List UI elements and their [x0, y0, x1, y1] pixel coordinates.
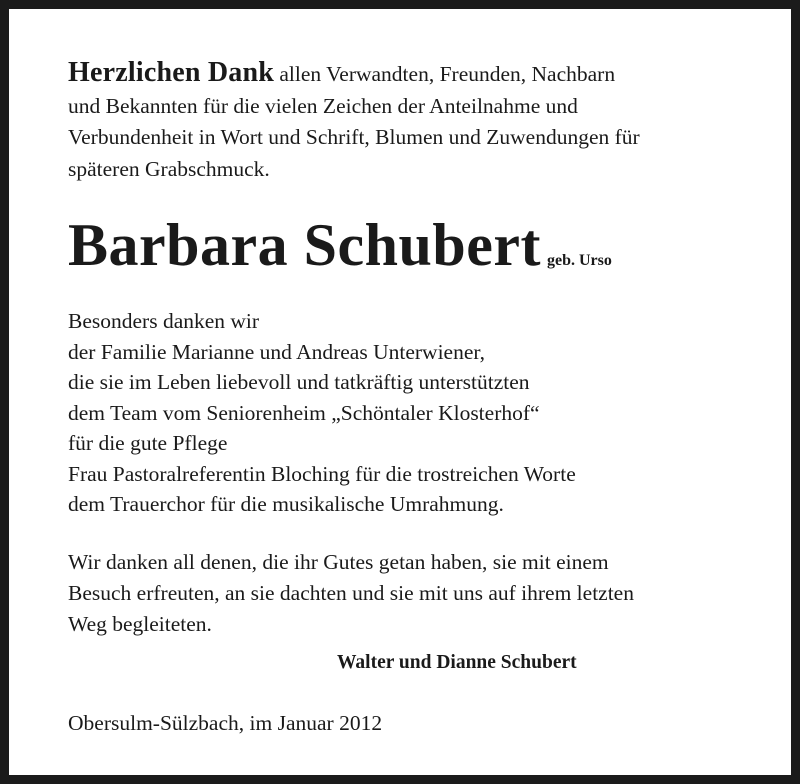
intro-line-4: späteren Grabschmuck. [68, 156, 270, 181]
intro-line-1: allen Verwandten, Freunden, Nachbarn [274, 62, 616, 86]
special-thanks-line: der Familie Marianne und Andreas Unterwiener, [68, 339, 486, 364]
special-thanks-line: dem Trauerchor für die musikalische Umrahmung. [68, 492, 504, 516]
special-thanks-line: Besonders danken wir [68, 309, 260, 333]
deceased-name: Barbara Schubert [68, 212, 541, 278]
closing-paragraph [68, 547, 768, 640]
special-thanks-line: die sie im Leben liebevoll und tatkräftig unterstützten [68, 370, 530, 394]
closing-line: Besuch erfreuten, an sie dachten und sie mit uns auf ihrem letzten [68, 580, 634, 605]
special-thanks-block [68, 306, 768, 520]
notice-content [68, 57, 768, 640]
deceased-name-line [68, 209, 768, 281]
special-thanks-line: Frau Pastoralreferentin Bloching für die trostreichen Worte [68, 461, 576, 486]
intro-heading: Herzlichen Dank [68, 57, 274, 88]
intro-paragraph [68, 57, 768, 185]
special-thanks-line: für die gute Pflege [68, 431, 228, 455]
special-thanks-line: dem Team vom Seniorenheim „Schöntaler Klosterhof“ [68, 400, 540, 425]
place-and-date: Obersulm-Sülzbach, im Januar 2012 [68, 711, 383, 735]
intro-line-3: Verbundenheit in Wort und Schrift, Blumen und Zuwendungen für [68, 125, 640, 149]
closing-line: Wir danken all denen, die ihr Gutes getan haben, sie mit einem [68, 549, 609, 574]
signature: Walter und Dianne Schubert [337, 652, 577, 673]
closing-line: Weg begleiteten. [68, 611, 212, 636]
intro-line-2: und Bekannten für die vielen Zeichen der Anteilnahme und [68, 93, 578, 118]
maiden-name: geb. Urso [547, 252, 612, 269]
